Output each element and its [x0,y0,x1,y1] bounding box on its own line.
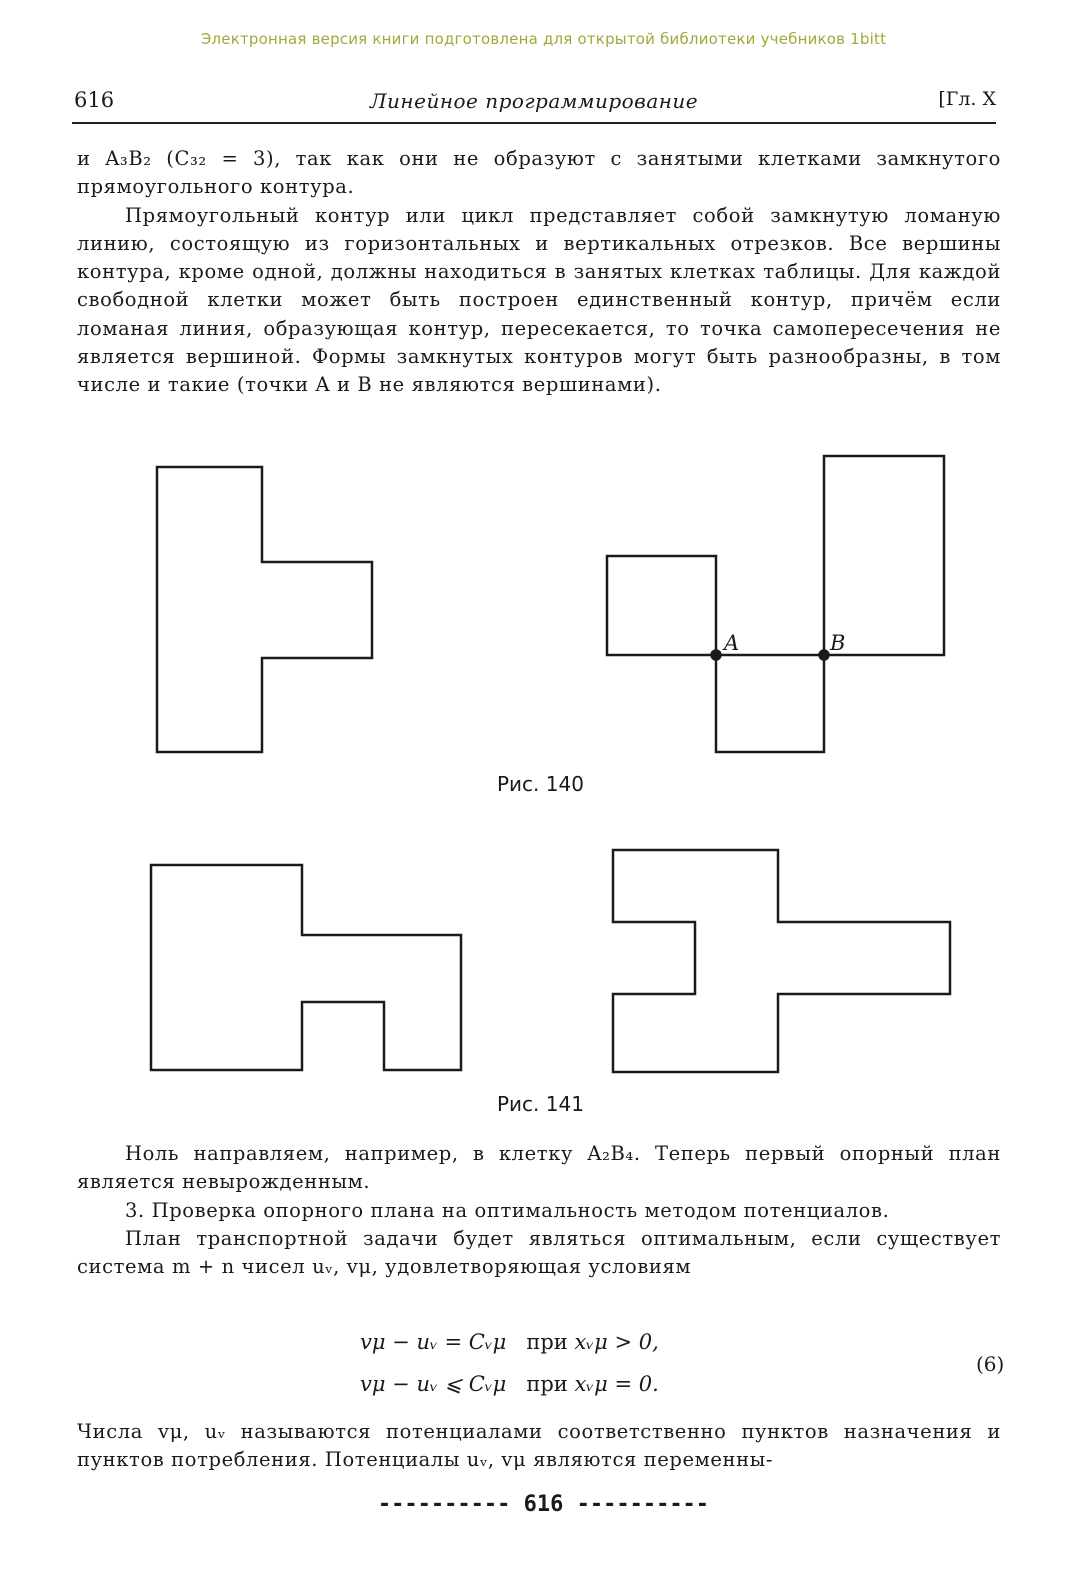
paragraph: и A₃B₂ (C₃₂ = 3), так как они не образуют с занятыми клетками замкнутого прямоугольного контура. [77,147,1001,199]
chapter-marker: [Гл. X [938,88,996,110]
point-b-dot [820,651,829,660]
page-number: 616 [74,88,115,112]
contour-notched [151,865,461,1070]
formula-rhs: xᵥμ = 0. [574,1372,659,1396]
figure-140 [157,456,944,752]
watermark: Электронная версия книги подготовлена для открытой библиотеки учебников 1bitt [200,30,887,48]
point-a-dot [712,651,721,660]
paragraph: 3. Проверка опорного плана на оптимальность методом потенциалов. [125,1198,890,1222]
equation-number: (6) [976,1352,1005,1376]
point-b-label: B [830,631,846,655]
paragraph: Ноль направляем, например, в клетку A₂B₄. Теперь первый опорный план является невырожденным. [77,1142,1001,1194]
page-footer: ---------- 616 ---------- [377,1492,710,1517]
figure-141 [151,850,950,1072]
contour-cross [613,850,950,1072]
paragraph: Прямоугольный контур или цикл представляет собой замкнутую ломаную линию, состоящую из горизонтальных и вертикальных отрезков. Все вершины контура, кроме одной, должны находиться в занятых клетках таблицы. Для каждой свободной клетки может быть построен единственный контур, причём если ломаная линия, образующая контур, пересекается, то точка самопересечения не является вершиной. Формы замкнутых контуров могут быть разнообразны, в том числе и такие (точки A и B не являются вершинами). [77,203,1001,397]
formula-condition-word: при [526,1330,568,1354]
contour-t-shape [157,467,372,752]
running-title: Линейное программирование [369,89,699,113]
formula-line-2 [360,1372,659,1396]
formula-lhs: vμ − uᵥ = Cᵥμ [360,1330,507,1354]
figure-caption-141: Рис. 141 [497,1092,584,1116]
formula-lhs: vμ − uᵥ ⩽ Cᵥμ [360,1372,507,1396]
paragraph: План транспортной задачи будет являться оптимальным, если существует система m + n чисел uᵥ, vμ, удовлетворяющая условиям [77,1226,1001,1279]
point-a-label: A [724,631,740,655]
text-block-end [77,1418,1001,1475]
text-block-bottom [77,1140,1001,1281]
contour-self-intersecting [607,456,944,752]
formula-condition-word: при [526,1372,568,1396]
figure-caption-140: Рис. 140 [497,772,584,796]
paragraph: Числа vμ, uᵥ называются потенциалами соответственно пунктов назначения и пунктов потребления. Потенциалы uᵥ, vμ являются переменны- [77,1420,1001,1472]
formula-line-1 [360,1330,659,1354]
formula-rhs: xᵥμ > 0, [574,1330,659,1354]
